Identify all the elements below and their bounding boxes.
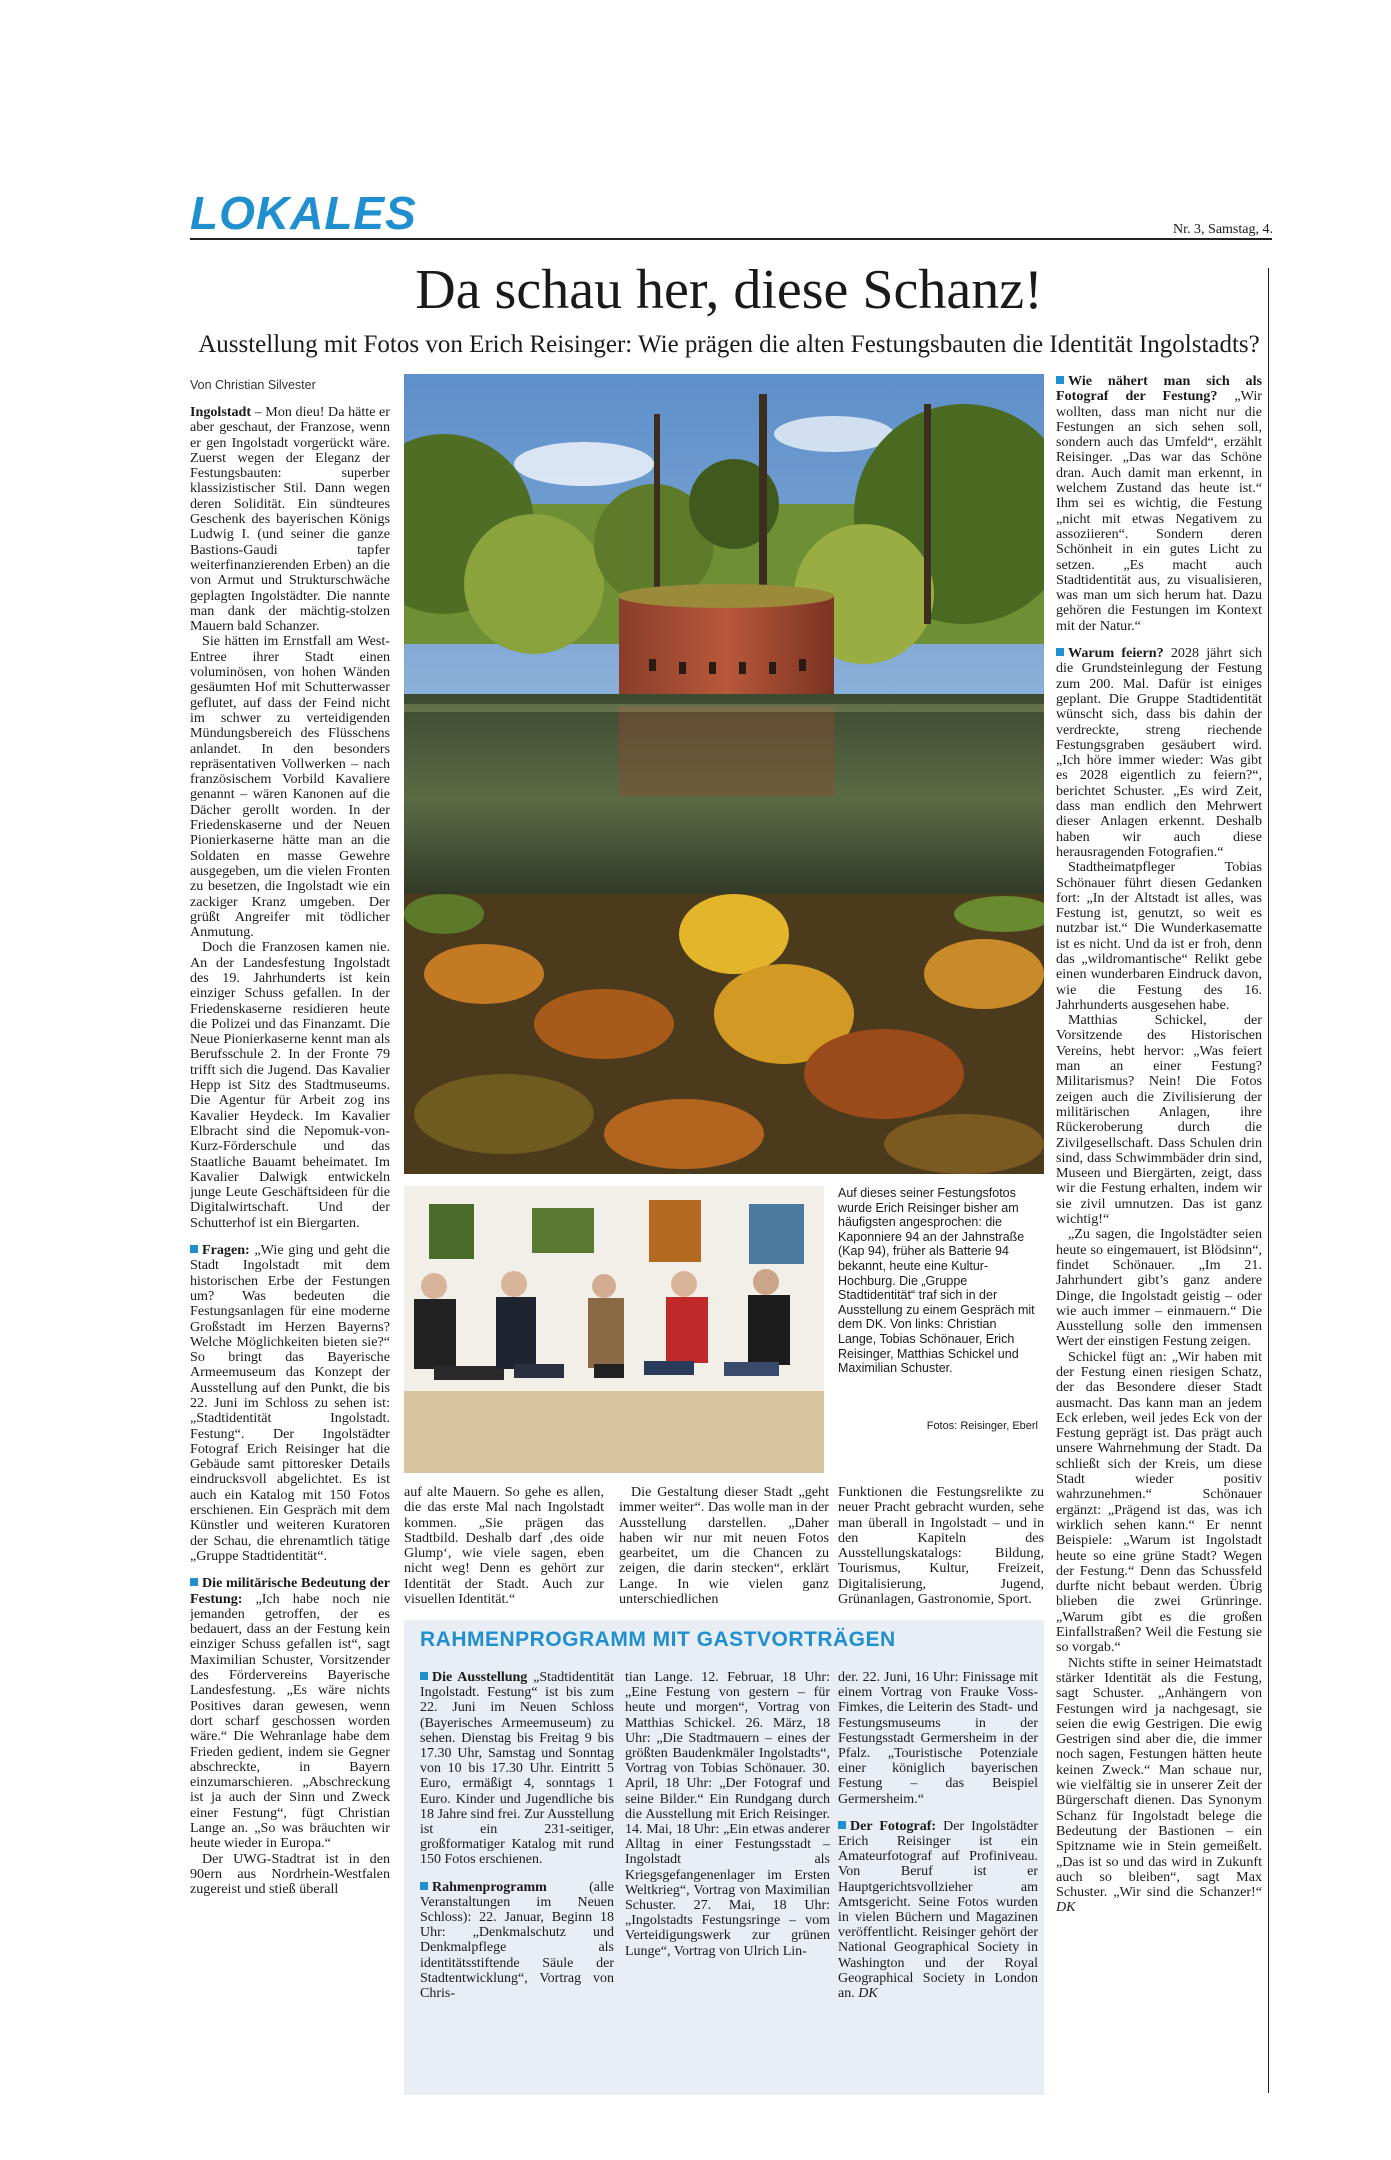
column-divider	[1268, 268, 1269, 2093]
author-sign: DK	[858, 1986, 878, 2002]
paragraph: Matthias Schickel, der Vorsitzende des Historischen Vereins, hebt hervor: „Was feiert man an einer Festung? Militarismus? Nein! Die Fotos zeigen auch die Zivilisierung der militärischen Anlagen, ihre Rückeroberung durch die Zivilgesellschaft. Dass Schulen drin sind, dass Schwimmbäder drin sind, Museen und Biergärten, zeigt, dass wir die Festung erhalten, indem wir sie zivil umnutzen. Das ist ganz wichtig!“	[1056, 1012, 1262, 1228]
paragraph: Doch die Franzosen kamen nie. An der Landesfestung Ingolstadt des 19. Jahrhunderts ist kein einziger Schuss gefallen. In der Friedenskaserne residieren heute die Polizei und das Finanzamt. Die Neue Pionierkaserne kennt man als Berufsschule 2. In der Fronte 79 trifft sich die Jugend. Das Kavalier Hepp ist Sitz des Stadtmuseums. Die Agentur für Arbeit zog ins Kavalier Heydeck. Im Kavalier Elbracht sind die Nepomuk-von-Kurz-Förderschule und das Staatliche Bauamt beheimatet. Im Kavalier Dalwigk entwickeln junge Leute Geschäftsideen für die Digitalwirtschaft. Und der Schutterhof ist ein Biergarten.	[190, 939, 390, 1231]
square-bullet-icon	[1056, 376, 1064, 384]
paragraph: Stadtheimatpfleger Tobias Schönauer führt diesen Gedanken fort: „In der Altstadt ist alles, was Festung ist, genutzt, so weit es nutzbar ist.“ Die Wunderkasematte ist es nicht. Und da ist er froh, denn das „wildromantische“ Relikt gebe einen wunderbaren Eindruck davon, wie die Festung des 16. Jahrhunderts ausgesehen habe.	[1056, 859, 1262, 1013]
question-paragraph: Warum feiern? 2028 jährt sich die Grundsteinlegung der Festung zum 200. Mal. Dafür ist einiges geplant. Die Gruppe Stadtidentität wünscht sich, dass bis dahin der verdreckte, streng riechende Festungsgraben gesäubert wird. „Ich höre immer wieder: Was gibt es 2028 eigentlich zu feiern?“, berichtet Schuster. „Es wird Zeit, dass man endlich den Mehrwert dieser Anlagen erkennt. Deshalb haben wir auch diese herausragenden Fotografien.“	[1056, 645, 1262, 860]
group-photo	[404, 1186, 824, 1473]
paragraph: Die Gestaltung dieser Stadt „geht immer weiter“. Das wolle man in der Ausstellung darstellen. „Daher haben wir nur mit neuen Fotos gearbeitet, um die Chancen zu zeigen, die darin stecken“, erklärt Lange. In wie vielen ganz unterschiedlichen	[619, 1485, 829, 1608]
info-paragraph: Der Fotograf: Der Ingolstädter Erich Reisinger ist ein Amateurfotograf auf Profiniveau. Von Beruf ist er Hauptgerichtsvollzieher am Amtsgericht. Seine Fotos wurden in vielen Büchern und Magazinen veröffentlicht. Reisinger gehört der National Geographical Society in Washington und der Royal Geographical Society in London an. DK	[838, 1818, 1038, 2002]
article-column-right	[1056, 374, 1262, 2094]
square-bullet-icon	[420, 1882, 428, 1890]
paragraph: Der UWG-Stadtrat ist in den 90ern aus Nordrhein-Westfalen zugereist und stieß überall	[190, 1850, 390, 1898]
info-box-title: RAHMENPROGRAMM MIT GASTVORTRÄGEN	[420, 1628, 896, 1651]
info-box-column-3	[838, 1670, 1038, 2090]
paragraph: „Zu sagen, die Ingolstädter seien heute so eingemauert, ist Blödsinn“, findet Schönauer. „Im 21. Jahrhundert gibt’s ganz andere Dinge, die Ingolstadt geistig – oder wie auch immer – einmauern.“ Die Ausstellung solle den immensen Wert der einstigen Festung zeigen.	[1056, 1226, 1262, 1350]
question-paragraph: Fragen: „Wie ging und geht die Stadt Ingolstadt mit dem historischen Erbe der Festungen um? Was bedeuten die Festungsanlagen für eine moderne Großstadt im Herzen Bayerns? Welche Möglichkeiten bieten sie?“ So bringt das Bayerische Armeemuseum das Konzept der Ausstellung auf den Punkt, die bis 22. Juni im Schloss zu sehen ist: „Stadtidentität Ingolstadt. Festung“. Der Ingolstädter Fotograf Erich Reisinger hat die Gebäude samt pittoresker Details eindrucksvoll abgelichtet. Es ist auch ein Katalog mit 150 Fotos erschienen. Ein Gespräch mit dem Künstler und weiteren Kuratoren der Schau, die ehrenamtlich tätige „Gruppe Stadtidentität“.	[190, 1242, 390, 1564]
paragraph: Funktionen die Festungsrelikte zu neuer Pracht gebracht wurden, sehe man überall in Ingolstadt – und in den Kapiteln des Ausstellungskatalogs: Bildung, Tourismus, Kultur, Freizeit, Digitalisierung, Jugend, Grünanlagen, Gastronomie, Sport.	[838, 1485, 1044, 1608]
paragraph: Nichts stifte in seiner Heimatstadt stärker Identität als die Festung, sagt Schuster. „Anhängern von Festungen wird ja nachgesagt, sie seien die ewig Gestrigen. Die ewig Gestrigen sind aber die, die immer noch sagen, Festungen hätten heute keinen Zweck.“ Man schaue nur, wie vielfältig sie in unserer Zeit der Bürgerschaft dienen. Das Synonym Schanz für Ingolstadt belege die Bedeutung der Bastionen – ein Spitzname wie in Stein gemeißelt. „Das ist so und das wird in Zukunft auch so bleiben“, sagt Max Schuster. „Wir sind die Schanzer!“ DK	[1056, 1654, 1262, 1916]
paragraph: Schickel fügt an: „Wir haben mit der Festung einen riesigen Schatz, der das Besondere dieser Stadt ausmacht. Das kann man an jedem Eck erleben, weil jedes Eck von der Festung geprägt ist. Das prägt auch unsere Wahrnehmung der Stadt. Da schließt sich der Kreis, um diese Stadt wieder positiv wahrzunehmen.“ Schönauer ergänzt: „Prägend ist das, was ich wirklich sehen kann.“ Er nennt Beispiele: „Warum ist Ingolstadt heute so eine grüne Stadt? Wegen der Festung.“ Denn das Schussfeld durfte nicht bebaut werden. Übrig blieben die zwei Grünringe. „Warum gibt es die großen Einfallstraßen? Weil die Festung sie so vorgab.“	[1056, 1348, 1262, 1656]
headline: Da schau her, diese Schanz!	[415, 259, 1043, 321]
question-paragraph: Wie nähert man sich als Fotograf der Festung? „Wir wollten, dass man nicht nur die Festungen an sich sehen soll, sondern auch das Umfeld“, erzählt Reisinger. „Das war das Schöne dran. Auch damit man erkennt, in welchem Zustand das heute ist.“ Ihm sei es wichtig, die Festung „nicht mit etwas Negativem zu assoziieren“. Sondern deren Schönheit in ein gutes Licht zu setzen. „Es macht auch Stadtidentität aus, zu visualisieren, was man um sich herum hat. Dazu gehören die Festungen im Kontext mit der Natur.“	[1056, 374, 1262, 634]
main-photo	[404, 374, 1044, 1174]
info-box-column-2	[625, 1670, 830, 2090]
square-bullet-icon	[190, 1578, 198, 1586]
question-paragraph: Die militärische Bedeutung der Festung: „Ich habe noch nie jemanden getroffen, der es bedauert, dass an der Festung kein einziger Schuss gefallen ist“, sagt Maximilian Schuster, Vorsitzender des Fördervereins Bayerische Landesfestung. „Es wäre nichts Positives daran gewesen, wenn dort scharf geschossen worden wäre.“ Die Wehranlage habe dem Frieden gedient, indem sie Gegner abschreckte, in Bayern einzumarschieren. „Abschreckung ist ja auch der Sinn und Zweck einer Festung“, fügt Christian Lange an. „So was bräuchten wir heute wieder in Europa.“	[190, 1575, 390, 1852]
info-paragraph: der. 22. Juni, 16 Uhr: Finissage mit einem Vortrag von Frauke Voss-Fimkes, die Leiterin des Stadt- und Festungsmuseums in der Festungsstadt Germersheim in der Pfalz. „Touristische Potenziale einer königlich bayerischen Festung – das Beispiel Germersheim.“	[838, 1670, 1038, 1807]
paragraph: Sie hätten im Ernstfall am West-Entree ihrer Stadt einen voluminösen, von hohen Wänden gesäumten Hof mit Schutterwasser geflutet, auf dass der Feind nicht im schwer zu verteidigenden Mündungsbereich des Flüsschens anlandet. In den besonders repräsentativen Vollwerken – nach französischem Vorbild Kavaliere genannt – wären Kanonen auf die Dächer gerollt worden. In der Friedenskaserne und der Neuen Pionierkaserne hätte man an die Soldaten en masse Gewehre ausgegeben, um die vielen Fronten zu besetzen, die Ingolstadt wie ein zackiger Kranz umgeben. Der grüßt Angreifer mit tödlicher Anmutung.	[190, 633, 390, 941]
lead-paragraph: Ingolstadt – Mon dieu! Da hätte er aber geschaut, der Franzose, wenn er gen Ingolstadt vorgerückt wäre. Zuerst wegen der Eleganz der Festungsbauten: superber klassizistischer Stil. Dann wegen deren Solidität. Ein sündteures Geschenk des bayerischen Königs Ludwig I. (und seiner die ganze Bastions-Gaudi tapfer weiterfinanzierenden Erben) an die von Armut und Strukturschwäche geplagten Ingolstädter. Die nannte man dank der mächtig-stolzen Mauern bald Schanzer.	[190, 405, 390, 635]
info-paragraph: Rahmenprogramm (alle Veranstaltungen im Neuen Schloss): 22. Januar, Beginn 18 Uhr: „Denkmalschutz und Denkmalpflege als identitätsstiftende Säule der Stadtentwicklung“, Vortrag von Chris-	[420, 1879, 614, 2002]
issue-info: Nr. 3, Samstag, 4.	[1173, 222, 1273, 237]
section-label: LOKALES	[190, 187, 417, 239]
square-bullet-icon	[838, 1821, 846, 1829]
square-bullet-icon	[190, 1245, 198, 1253]
photo-caption: Auf dieses seiner Festungsfotos wurde Erich Reisinger bisher am häufigsten angesprochen: die Kaponniere 94 an der Jahnstraße (Kap 94), früher als Batterie 94 bekannt, heute eine Kultur-Hochburg. Die „Gruppe Stadtidentität“ traf sich in der Ausstellung zu einem Gespräch mit dem DK. Von links: Christian Lange, Tobias Schönauer, Erich Reisinger, Matthias Schickel und Maximilian Schuster.	[838, 1186, 1035, 1376]
square-bullet-icon	[1056, 648, 1064, 656]
byline: Von Christian Silvester	[190, 378, 316, 392]
article-column-1	[190, 405, 390, 2095]
subheadline: Ausstellung mit Fotos von Erich Reisinger: Wie prägen die alten Festungsbauten die Identität Ingolstadts?	[198, 331, 1260, 358]
photo-credit: Fotos: Reisinger, Eberl	[926, 1420, 1038, 1432]
info-paragraph: Die Ausstellung „Stadtidentität Ingolstadt. Festung“ ist bis zum 22. Juni im Neuen Schloss (Bayerisches Armeemuseum) zu sehen. Dienstag bis Freitag 9 bis 17.30 Uhr, Samstag und Sonntag von 10 bis 17.30 Uhr. Eintritt 5 Euro, ermäßigt 4, sonntags 1 Euro. Kinder und Jugendliche bis 18 Jahre sind frei. Zur Ausstellung ist ein 231-seitiger, großformatiger Katalog mit rund 150 Fotos erschienen.	[420, 1670, 614, 1868]
article-column-2	[404, 1485, 604, 1615]
article-column-3	[619, 1485, 829, 1615]
article-column-4	[838, 1485, 1044, 1615]
author-sign: DK	[1056, 1899, 1076, 1916]
info-paragraph: tian Lange. 12. Februar, 18 Uhr: „Eine Festung von gestern – für heute und morgen“, Vortrag von Matthias Schickel. 26. März, 18 Uhr: „Die Stadtmauern – eines der größten Baudenkmäler Ingolstadts“, Vortrag von Tobias Schönauer. 30. April, 18 Uhr: „Der Fotograf und seine Bilder.“ Ein Rundgang durch die Ausstellung mit Erich Reisinger. 14. Mai, 18 Uhr: „Ein etwas anderer Alltag in einer Festungsstadt – Ingolstadt als Kriegsgefangenenlager im Ersten Weltkrieg“, Vortrag von Maximilian Schuster. 27. Mai, 18 Uhr: „Ingolstadts Festungsringe – vom Verteidigungswerk zur grünen Lunge“, Vortrag von Ulrich Lin-	[625, 1670, 830, 1959]
info-box-column-1	[420, 1670, 614, 2090]
square-bullet-icon	[420, 1672, 428, 1680]
paragraph: auf alte Mauern. So gehe es allen, die das erste Mal nach Ingolstadt kommen. „Sie prägen das Stadtbild. Deshalb darf ‚des oide Glump‘, wie viele sagen, eben nicht weg! Denn es gehört zur Identität der Stadt. Auch zur visuellen Identität.“	[404, 1485, 604, 1608]
